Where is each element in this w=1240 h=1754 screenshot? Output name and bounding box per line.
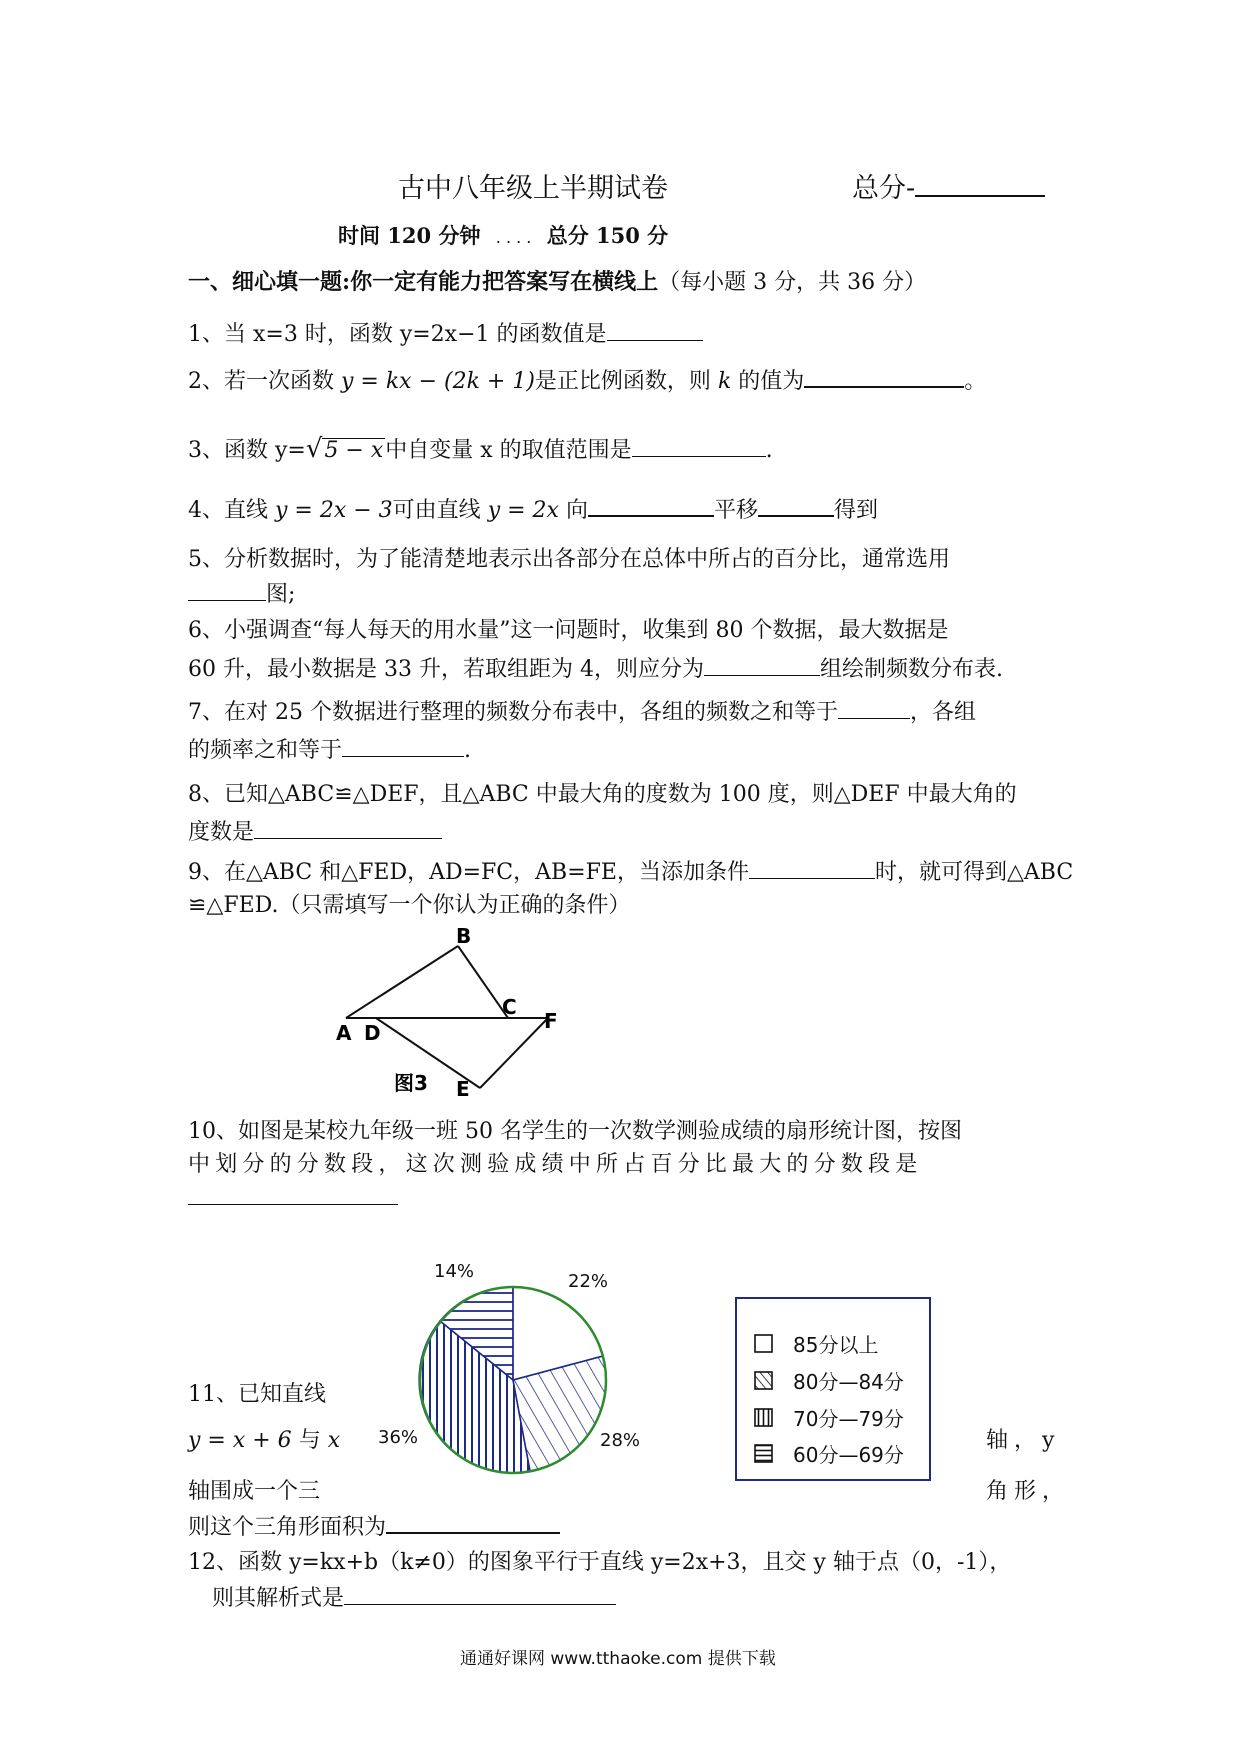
point-c-label: C (502, 995, 517, 1019)
legend-item-80-84: 80分—84分 (793, 1370, 904, 1394)
q11-answer-blank[interactable] (386, 1510, 560, 1534)
total-score-label (852, 166, 1045, 205)
q2-k: k (717, 369, 732, 394)
question-11 (188, 1378, 326, 1412)
q7-line-2-pre: 的频率之和等于 (188, 738, 343, 763)
section-heading (188, 265, 926, 300)
q4-formula-2: y = 2x (487, 498, 559, 523)
question-5 (188, 543, 950, 577)
time-info: 时间 120 分钟 (338, 223, 481, 248)
question-12-cont (212, 1582, 616, 1616)
q4-formula-1: y = 2x − 3 (275, 498, 393, 523)
q11-formula: y = x + 6 (188, 1428, 292, 1453)
q6-line-1: 6、小强调查“每人每天的用水量”这一问题时，收集到 80 个数据，最大数据是 (188, 618, 949, 643)
q7-answer-blank-2[interactable] (342, 734, 464, 757)
question-2 (188, 364, 986, 399)
point-e-label: E (456, 1077, 470, 1098)
q11-line-3-left: 轴围成一个三 (188, 1479, 321, 1504)
question-11-formula-line (188, 1424, 340, 1458)
q9-line-1-post: 时，就可得到△ABC (874, 860, 1074, 885)
q12-line-2: 则其解析式是 (212, 1586, 345, 1611)
q4-shift: 平移 (713, 498, 758, 523)
q2-answer-blank[interactable] (804, 364, 964, 388)
question-7 (188, 696, 976, 730)
q3-text-pre: 3、函数 y= (188, 438, 306, 463)
q1-text: 1、当 x=3 时，函数 y=2x−1 的函数值是 (188, 322, 607, 347)
question-4 (188, 493, 878, 528)
figure-3-diagram (330, 928, 570, 1098)
legend-swatch-vertical (755, 1409, 772, 1426)
legend-item-70-79: 70分—79分 (793, 1407, 904, 1431)
q2-formula: y = kx − (2k + 1) (341, 369, 535, 394)
q4-direction-blank[interactable] (588, 493, 714, 517)
question-9-cont (188, 889, 631, 923)
q12-line-1: 12、函数 y=kx+b（k≠0）的图象平行于直线 y=2x+3，且交 y 轴于点（0，-1）， (188, 1550, 1012, 1575)
question-8 (188, 778, 1017, 812)
q3-answer-blank[interactable] (632, 434, 766, 457)
section-title: 一、细心填一题:你一定有能力把答案写在横线上 (188, 269, 659, 295)
question-1 (188, 318, 703, 352)
pie-label-36: 36% (378, 1427, 419, 1448)
point-b-label: B (456, 928, 472, 948)
q11-line-3-right: 角形， (986, 1479, 1071, 1504)
q7-end: . (464, 738, 472, 763)
point-d-label: D (364, 1021, 381, 1045)
q11-x: x (327, 1428, 341, 1453)
exam-info (338, 220, 668, 250)
q3-radicand: 5 − x (324, 438, 384, 463)
q2-text-pre: 2、若一次函数 (188, 369, 334, 394)
pie-label-14: 14% (434, 1261, 475, 1282)
total-info: 总分 150 分 (546, 223, 669, 248)
section-note: （每小题 3 分，共 36 分） (658, 270, 927, 295)
legend-item-85-plus: 85分以上 (793, 1333, 879, 1357)
q5-line-2: 图; (266, 582, 296, 607)
question-5-cont (188, 578, 295, 612)
q6-answer-blank[interactable] (704, 653, 820, 676)
q8-line-2: 度数是 (188, 820, 255, 845)
q9-line-2: ≌△FED.（只需填写一个你认为正确的条件） (188, 893, 631, 918)
question-8-cont (188, 816, 442, 850)
question-7-cont (188, 734, 471, 768)
pie-label-28: 28% (600, 1430, 641, 1451)
q7-line-1-post: ，各组 (909, 700, 976, 725)
q4-text-mid: 可由直线 (392, 498, 481, 523)
q7-line-1-pre: 7、在对 25 个数据进行整理的频数分布表中，各组的频数之和等于 (188, 700, 838, 725)
segment-ab (346, 946, 458, 1018)
q1-answer-blank[interactable] (607, 318, 703, 341)
q2-text-mid: 是正比例函数，则 (534, 369, 711, 394)
page-title: 古中八年级上半期试卷 (398, 173, 668, 204)
q3-end: . (765, 438, 773, 463)
q6-line-2-pre: 60 升，最小数据是 33 升，若取组距为 4，则应分为 (188, 657, 704, 682)
q6-line-2-post: 组绘制频数分布表. (819, 657, 1003, 682)
question-3 (188, 432, 773, 468)
legend-swatch-diagonal (755, 1372, 772, 1389)
q9-answer-blank[interactable] (749, 856, 875, 879)
point-a-label: A (336, 1021, 352, 1045)
info-dots: . . . . (495, 228, 532, 247)
figure-3-caption: 图3 (394, 1071, 428, 1095)
pie-label-22: 22% (568, 1271, 609, 1292)
score-label-text: 总分- (852, 173, 916, 204)
q9-line-1-pre: 9、在△ABC 和△FED，AD=FC，AB=FE，当添加条件 (188, 860, 749, 885)
segment-bc (458, 946, 508, 1018)
q11-text-mid: 与 (298, 1428, 321, 1453)
question-6-cont (188, 653, 1003, 687)
q7-answer-blank-1[interactable] (838, 696, 910, 719)
q5-answer-blank[interactable] (188, 578, 266, 601)
question-10-blank-line (188, 1182, 398, 1216)
q2-text-post: 的值为 (738, 369, 805, 394)
q10-answer-blank[interactable] (188, 1182, 398, 1205)
q11-line-4: 则这个三角形面积为 (188, 1515, 387, 1540)
q12-answer-blank[interactable] (344, 1582, 616, 1605)
legend-swatch-horizontal (755, 1445, 772, 1462)
question-12 (188, 1546, 1011, 1580)
legend-item-60-69: 60分—69分 (793, 1443, 904, 1467)
page-footer: 通通好课网 www.tthaoke.com 提供下载 (460, 1649, 776, 1669)
question-11-cont (188, 1510, 560, 1545)
question-9 (188, 856, 1073, 890)
q8-line-1: 8、已知△ABC≌△DEF，且△ABC 中最大角的度数为 100 度，则△DEF 中最大角的 (188, 782, 1017, 807)
pie-legend (735, 1297, 931, 1481)
q11-right-1: 轴，y (986, 1428, 1061, 1453)
q10-line-2: 中划分的分数段，这次测验成绩中所占百分比最大的分数段是 (188, 1152, 923, 1177)
q4-end: 得到 (833, 498, 878, 523)
sqrt-sign: √ (305, 434, 323, 464)
question-10-cont (188, 1148, 922, 1182)
score-blank[interactable] (915, 173, 1045, 197)
q11-line-1: 11、已知直线 (188, 1382, 326, 1407)
q8-answer-blank[interactable] (254, 816, 442, 839)
legend-swatch-empty (755, 1335, 772, 1352)
q5-line-1: 5、分析数据时，为了能清楚地表示出各部分在总体中所占的百分比，通常选用 (188, 547, 950, 572)
question-10 (188, 1115, 962, 1149)
question-6 (188, 614, 948, 648)
q4-direction: 向 (565, 498, 588, 523)
q3-text-post: 中自变量 x 的取值范围是 (385, 438, 632, 463)
point-f-label: F (544, 1009, 558, 1033)
q4-text-pre: 4、直线 (188, 498, 268, 523)
segment-fe (480, 1018, 548, 1088)
q2-end: 。 (964, 369, 987, 394)
q10-line-1: 10、如图是某校九年级一班 50 名学生的一次数学测验成绩的扇形统计图，按图 (188, 1119, 962, 1144)
q4-distance-blank[interactable] (758, 493, 834, 517)
